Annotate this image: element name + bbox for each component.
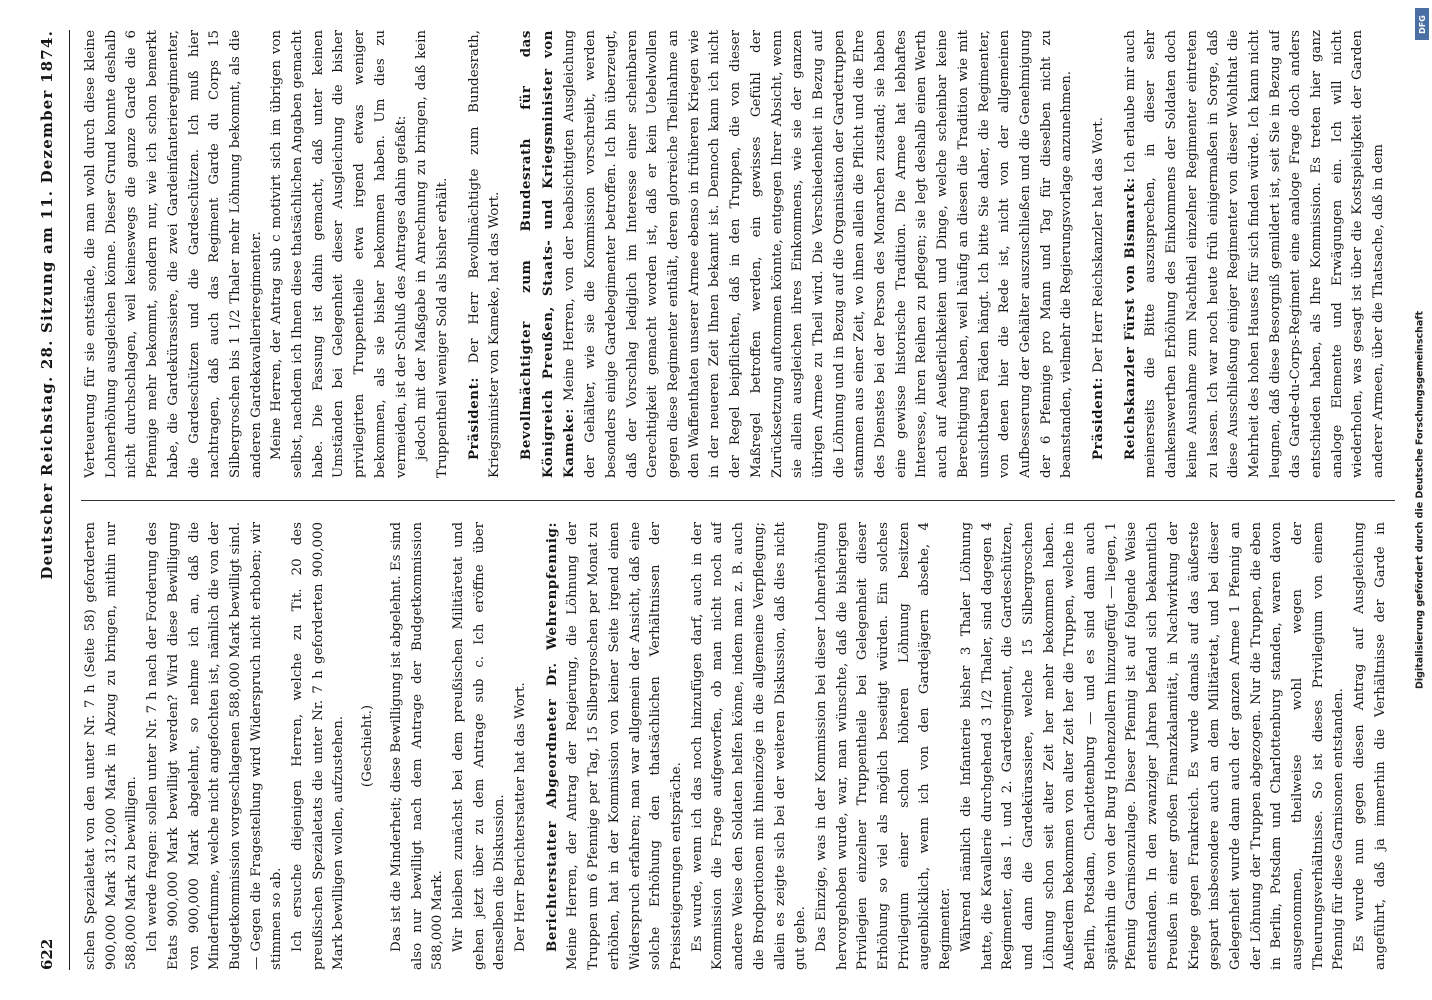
- page-title: Deutscher Reichstag. 28. Sitzung am 11. Dezember 1874.: [38, 30, 56, 580]
- paragraph: [412, 30, 453, 478]
- paragraph-text: Es wurde, wenn ich das noch hinzufügen darf, auch in der Kommission die Frage aufgeworfen, ob man nicht noch auf andere Weise den Soldaten helfen könne, indem man z. B. auch die Brodportionen mit hineinzöge in die allgemeine Verpflegung; allein es zeigte sich bei der weiteren Diskussion, daß dies nicht gut gehe.: [689, 522, 809, 970]
- speaker-name: Bevollmächtigter zum Bundesrath für das Königreich Preußen, Staats- und Kriegsminister von Kameke:: [518, 30, 578, 478]
- paragraph: [542, 522, 688, 970]
- speaker-name: Berichterstatter Abgeordneter Dr. Wehrenpfennig:: [543, 522, 560, 952]
- paragraph-text: Ich ersuche diejenigen Herren, welche zu Tit. 20 des preußischen Spezialetats die unter Nr. 7 h geforderten 900,000 Mark bewilligen wollen, aufzustehen.: [290, 522, 347, 970]
- paragraph-text: Es wurde nun gegen diesen Antrag auf Ausgleichung angeführt, daß ja immerhin die Verhältnisse der Garde in: [1352, 522, 1388, 970]
- paragraph: [957, 522, 1350, 970]
- paragraph: [1088, 30, 1110, 478]
- paragraph-text: Wir bleiben zunächst bei dem preußischen Militäretat und gehen jetzt über zu dem Antrage sub c. Ich eröffne über denselben die Diskussion.: [450, 522, 508, 970]
- footer-text: Digitalisierung gefördert durch die Deutsche Forschungsgemeinschaft: [1414, 311, 1426, 689]
- paragraph-text: Meine Herren, von der beabsichtigten Ausgleichung der Gehälter, wie sie die Kommission vorschreibt, werden besonders einige Gardebegimenter betroffen. Ich bin überzeugt, daß der Vorschlag lediglich im Interesse einer scheinbaren Gerechtigkeit gemacht worden ist, daß er kein Uebelwollen gegen diese Regimenter enthält, deren glorreiche Theilnahme an den Waffenthaten unserer Armee ebenso in früheren Kriegen wie in der neueren Zeit Ihnen bekannt ist. Dennoch kann ich nicht der Regel beipflichten, daß in den Truppen, die von dieser Maßregel betroffen werden, ein gewisses Gefühl der Zurücksetzung auftommen könnte, entgegen Ihrer Absicht, wenn sie allein ausgleichen ihres Einkommens, wie sie der ganzen übrigen Armee zu Theil wird. Die Verschiedenheit in Bezug auf die Löhnung und in Bezug auf die Organisation der Gardetruppen stammen aus einer Zeit, wo ihnen allein die Pflicht und die Ehre des Dienstes bei der Person des Monarchen zustand; sie haben eine gewisse historische Tradition. Die Armee hat lebhaftes Interesse, ihren Reihen zu pflegen; sie legt deshalb einen Werth auch auf Aeußerlichkeiten und Dinge, welche scheinbar keine Berechtigung haben, weil häufig an diesen die Tradition wie mit unsichtbaren Fäden hängt. Ich bitte Sie daher, die Regimenter, von denen hier die Rede ist, nicht von der allgemeinen Aufbesserung der Gehälter auszuschließen und die Genehmigung der 6 Pfennige pro Mann und Tag für dieselben nicht zu beanstanden, vielmehr die Regierungsvorlage anzunehmen.: [562, 30, 1075, 478]
- dfg-logo: DFG: [1415, 8, 1429, 40]
- paragraph-text: jedoch mit der Maßgabe in Anrechnung zu bringen, daß kein Truppentheil weniger Sold als bisher erhält.: [414, 30, 450, 478]
- paragraph-text: Der Herr Berichterstatter hat das Wort.: [513, 682, 529, 952]
- paragraph-text: Meine Herren, der Antrag sub c motivirt sich im übrigen von selbst, nachdem ich Ihnen diese thatsächlichen Angaben gemacht habe. Die Fassung ist dahin gemacht, daß unter keinen Umständen bei Gelegenheit dieser Ausgleichung die bisher privilegirten Truppentheile etwa irgend etwas weniger bekommen, als sie bisher bekommen haben. Um dies zu vermeiden, ist der Schluß des Antrages dahin gefaßt:: [269, 30, 409, 478]
- speaker-name: Präsident:: [465, 377, 482, 460]
- paragraph: [358, 522, 379, 970]
- paragraph-text: schen Spezialetat von den unter Nr. 7 h (Seite 58) geforderten 900,000 Mark 312,000 Mark in Abzug zu bringen, mithin nur 588,000 Mark zu bewilligen.: [83, 522, 140, 970]
- page-header: [25, 30, 70, 970]
- digitization-footer: [1410, 8, 1430, 992]
- page-number: 622: [38, 938, 56, 970]
- paragraph: [387, 522, 449, 970]
- paragraph: [81, 30, 267, 478]
- paragraph: [81, 522, 143, 970]
- paragraph-text: Während nämlich die Infanterie bisher 3 Thaler Löhnung hatte, die Kavallerie durchgehend 3 1/2 Thaler, sind dagegen 4 Regimenter, das 1. und 2. Garderegiment, die Gardeschützen, und dann die Gardekürassiere, welche 15 Silbergroschen Löhnung schon seit alter Zeit her mehr bekommen haben. Außerdem bekommen von alter Zeit her die Truppen, welche in Berlin, Potsdam, Charlottenburg — und es sind dann auch späterhin die von der Burg Hohenzollern hinzugefügt — liegen, 1 Pfennig Garnisonzulage. Dieser Pfennig ist auf folgende Weise entstanden. In den zwanziger Jahren befand sich bekanntlich Preußen in einer großen Finanzkalamität, in Nachwirkung der Kriege gegen Frankreich. Es wurde damals auf das äußerste gespart insbesondere auch an dem Militäretat, und bei dieser Gelegenheit wurde dann auch der ganzen Armee 1 Pfennig an der Löhnung der Truppen abgezogen. Nur die Truppen, die eben in Berlin, Potsdam und Charlottenburg standen, waren davon ausgenommen, theilweise wohl wegen der Theurungsverhältnisse. So ist dieses Privilegium von einem Pfennig für diese Garnisonen entstanden.: [958, 522, 1347, 970]
- paragraph: [1120, 30, 1390, 478]
- paragraph: [464, 30, 506, 478]
- paragraph: [449, 522, 511, 970]
- rotated-page: [25, 30, 1405, 970]
- paragraph: [688, 522, 812, 970]
- paragraph: [1350, 522, 1395, 970]
- paragraph: [516, 30, 1078, 478]
- paragraph-text: Meine Herren, der Antrag der Regierung, die Löhnung der Truppen um 6 Pfennige per Tag, 15 Silbergroschen per Monat zu erhöhen, hat in der Kommission von keiner Seite irgend einen Widerspruch erfahren; man war allgemein der Ansicht, daß eine solche Erhöhung den thatsächlichen Verhältnissen der Preissteigerungen entspräche.: [565, 522, 684, 970]
- paragraph-text: Das ist die Minderheit; diese Bewilligung ist abgelehnt. Es sind also nur bewilligt nach dem Antrage der Budgetkommission 588,000 Mark.: [388, 522, 446, 970]
- paragraph: [288, 522, 350, 970]
- column-divider: [81, 500, 1395, 501]
- paragraph: [143, 522, 288, 970]
- paragraph: [511, 522, 532, 970]
- paragraph: [267, 30, 412, 478]
- paragraph-text: Der Herr Reichskanzler hat das Wort.: [1091, 116, 1107, 378]
- speaker-name: Reichskanzler Fürst von Bismarck:: [1121, 177, 1138, 460]
- paragraph-text: Ich werde fragen: sollen unter Nr. 7 h nach der Forderung des Etats 900,000 Mark bewilligt werden? Wird diese Bewilligung von 900,000 Mark abgelehnt, so nehme ich an, daß die Minderfumme, welche nicht angefochten ist, nämlich die von der Budgetkommission vorgeschlagenen 588,000 Mark bewilligt sind. — Gegen die Fragestellung wird Widerspruch nicht erhoben; wir stimmen so ab.: [145, 522, 285, 970]
- left-column: [81, 522, 1395, 970]
- paragraph-text: (Geschieht.): [360, 704, 376, 788]
- paragraph-text: Das Einzige, was in der Kommission bei dieser Lohnerhöhung hervorgehoben wurde, war, man wünschte, daß die bisherigen Privilegien einzelner Truppentheile bei Gelegenheit dieser Erhöhung so viel als möglich beseitigt würden. Ein solches Privilegium einer schon höheren Löhnung besitzen augenblicklich, wenn ich von den Gardejägern absehe, 4 Regimenter.: [813, 522, 954, 970]
- paragraph-text: Der Herr Bevollmächtigte zum Bundesrath, Kriegsminister von Kameke, hat das Wort.: [466, 30, 503, 478]
- paragraph: [812, 522, 957, 970]
- paragraph-text: Verteuerung für sie entstände, die man wohl durch diese kleine Lohnerhöhung ausgleichen könne. Dieser Grund konnte deshalb nicht durchschlagen, weil keineswegs die ganze Garde die 6 Pfennige mehr bekommt, sondern nur, wie ich schon bemerkt habe, die Gardekürassiere, die zwei Gardeinfanterieregimenter, die Gardeschützen und die Gardeschützen. Ich muß hier nachtragen, daß auch das Regiment Garde du Corps 15 Silbergroschen bis 1 1/2 Thaler mehr Löhnung bekommt, als die anderen Gardekavallerieregimenter.: [83, 30, 264, 478]
- paragraph-text: Ich erlaube mir auch meinerseits die Bitte auszusprechen, in dieser sehr dankenswerthen Erhöhung des Einkommens der Soldaten doch keine Ausnahme zum Nachtheil einzelner Regimenter eintreten zu lassen. Ich war noch heute früh einigermaßen in Sorge, daß diese Ausschließung einiger Regimenter von dieser Wohlthat die Mehrheit des hohen Hauses für sich finden würde. Ich kann nicht leugnen, daß diese Besorgniß gemildert ist, seit Sie in Bezug auf das Garde-du-Corps-Regiment eine analoge Frage doch anders entschieden haben, als Ihre Kommission. Es treten hier ganz analoge Elemente und Erwägungen ein. Ich will nicht wiederholen, was gesagt ist über die Kostspieligkeit der Garden anderer Armeen, über die Thatsache, daß in dem: [1122, 30, 1387, 478]
- speaker-name: Präsident:: [1090, 377, 1107, 460]
- right-column: [81, 30, 1395, 478]
